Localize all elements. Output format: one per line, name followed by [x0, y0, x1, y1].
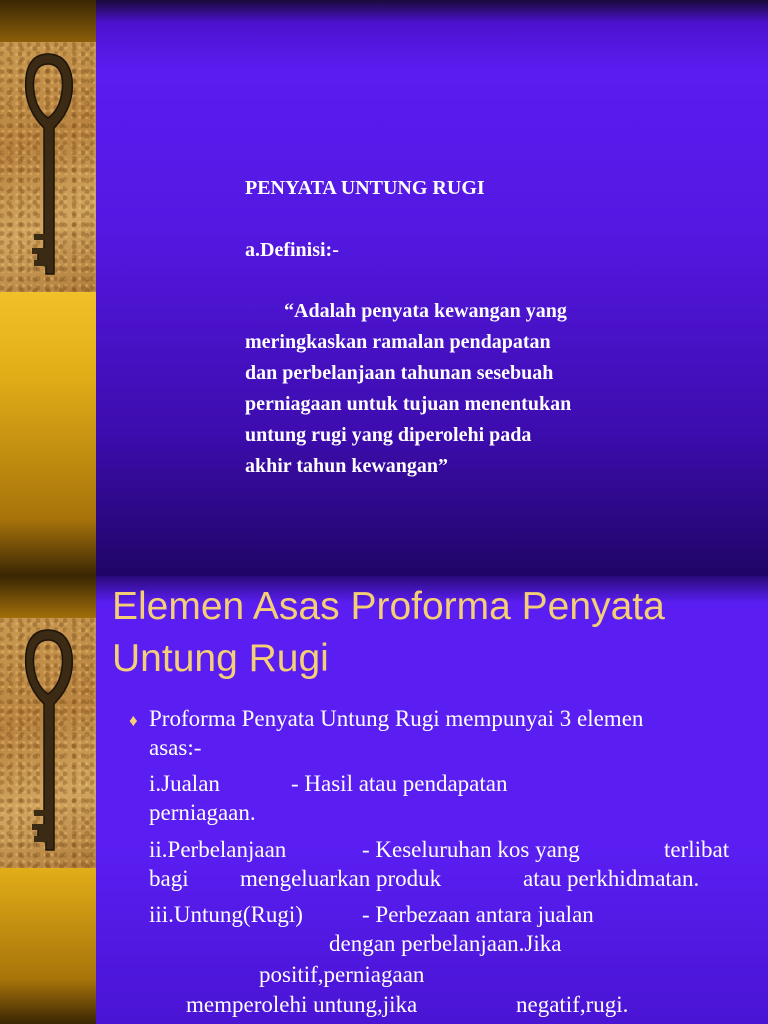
item-ii-cont-3: atau perkhidmatan.	[523, 866, 700, 891]
quote-line: untung rugi yang diperolehi pada	[245, 424, 532, 446]
item-iii-cont-3a: memperolehi untung,jika	[186, 992, 418, 1017]
item-i-term: i.Jualan	[149, 771, 220, 796]
item-iii-cont-1: dengan perbelanjaan.Jika	[329, 931, 562, 956]
key-icon	[16, 624, 80, 860]
bullet-text-cont: asas:-	[149, 735, 202, 760]
item-i-desc: - Hasil atau pendapatan	[291, 771, 508, 796]
heading: PENYATA UNTUNG RUGI	[245, 177, 485, 199]
slide-title-line-1: Elemen Asas Proforma Penyata	[112, 585, 665, 628]
slide-title-line-2: Untung Rugi	[112, 637, 329, 680]
item-iii-cont-3b: negatif,rugi.	[516, 992, 629, 1017]
key-icon	[16, 48, 80, 284]
item-iii-cont-2: positif,perniagaan	[259, 962, 425, 987]
quote-line: dan perbelanjaan tahunan sesebuah	[245, 362, 554, 384]
quote-line: perniagaan untuk tujuan menentukan	[245, 393, 572, 415]
bullet-text: Proforma Penyata Untung Rugi mempunyai 3 elemen	[149, 706, 644, 731]
item-ii-desc: - Keseluruhan kos yang	[362, 837, 580, 862]
item-ii-cont-2: mengeluarkan produk	[240, 866, 442, 891]
slide-content	[96, 0, 768, 576]
slide-2	[0, 576, 768, 1024]
diamond-bullet-icon: ♦	[129, 711, 138, 730]
item-i-cont: perniagaan.	[149, 800, 256, 825]
subheading: a.Definisi:-	[245, 239, 339, 261]
item-iii-desc: - Perbezaan antara jualan	[362, 902, 594, 927]
item-ii-term: ii.Perbelanjaan	[149, 837, 287, 862]
quote-line: “Adalah penyata kewangan yang	[284, 300, 567, 322]
item-ii-desc-2: terlibat	[664, 837, 730, 862]
quote-line: akhir tahun kewangan”	[245, 455, 449, 477]
item-iii-term: iii.Untung(Rugi)	[149, 902, 303, 927]
quote-line: meringkaskan ramalan pendapatan	[245, 331, 551, 353]
item-ii-cont-1: bagi	[149, 866, 189, 891]
